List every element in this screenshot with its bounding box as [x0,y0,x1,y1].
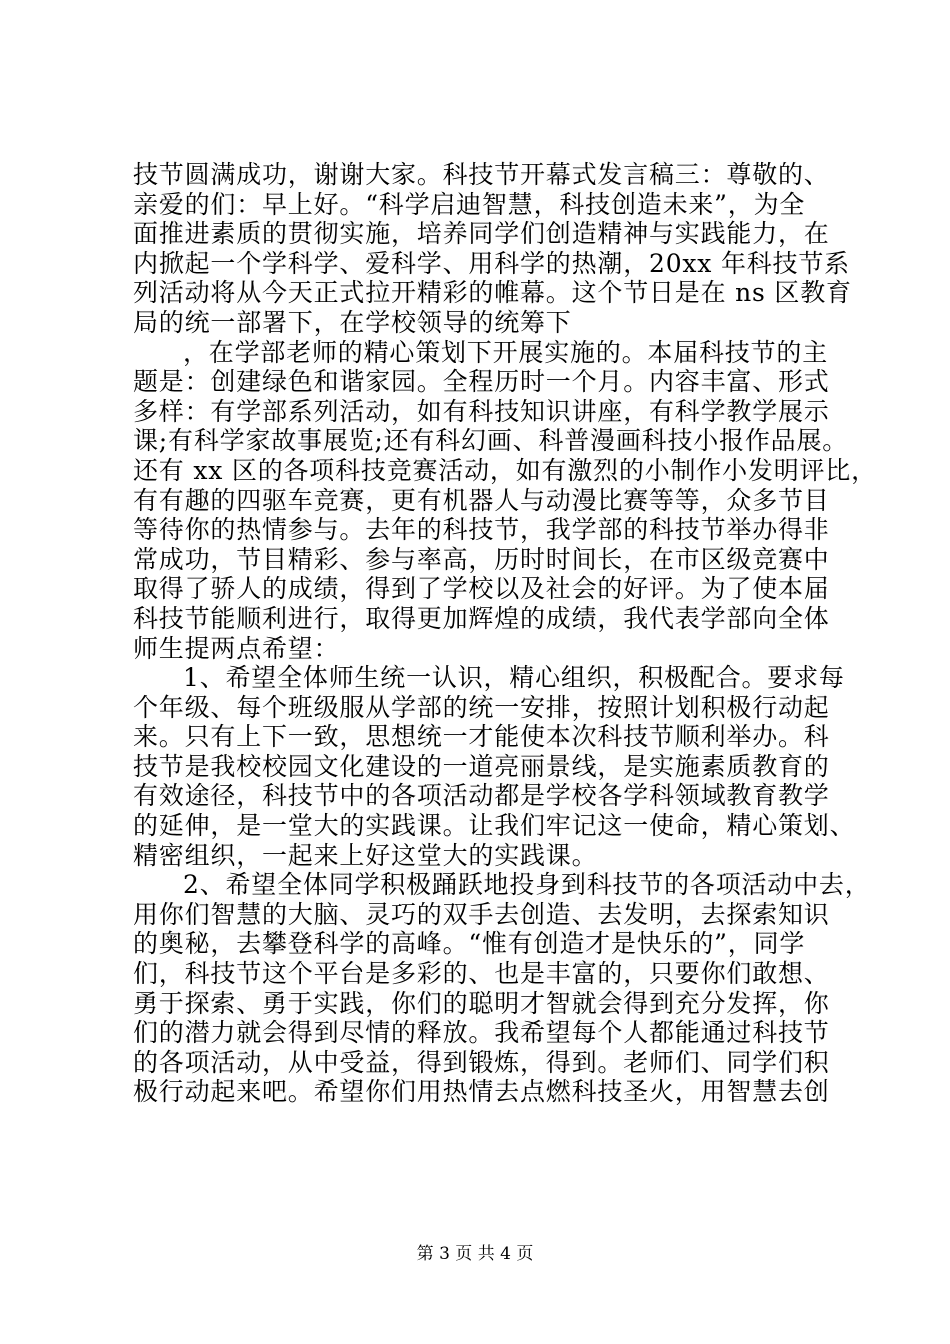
body-text [133,160,877,1107]
text-line: 1、希望全体师生统一认识，精心组织，积极配合。要求每 [183,663,845,693]
text-line: 课;有科学家故事展览;还有科幻画、科普漫画科技小报作品展。 [133,426,849,456]
text-line: 用你们智慧的大脑、灵巧的双手去创造、去发明，去探索知识 [133,899,830,929]
text-line: 技节是我校校园文化建设的一道亮丽景线，是实施素质教育的 [133,751,830,781]
text-line: 科技节能顺利进行，取得更加辉煌的成绩，我代表学部向全体 [133,603,830,633]
text-line: 的各项活动，从中受益，得到锻炼，得到。老师们、同学们积 [133,1047,830,1077]
text-line: 有有趣的四驱车竞赛，更有机器人与动漫比赛等等，众多节目 [133,485,830,515]
text-line: 内掀起一个学科学、爱科学、用科学的热潮，20xx 年科技节系 [133,248,850,278]
text-line: 面推进素质的贯彻实施，培养同学们创造精神与实践能力，在 [133,219,830,249]
text-line: 题是：创建绿色和谐家园。全程历时一个月。内容丰富、形式 [133,367,830,397]
text-line: 精密组织，一起来上好这堂大的实践课。 [133,840,598,870]
text-line: 取得了骄人的成绩，得到了学校以及社会的好评。为了使本届 [133,574,830,604]
text-line: 们的潜力就会得到尽情的释放。我希望每个人都能通过科技节 [133,1018,830,1048]
text-line: 师生提两点希望： [133,633,340,663]
text-line: 们，科技节这个平台是多彩的、也是丰富的，只要你们敢想、 [133,959,830,989]
text-line: 勇于探索、勇于实践，你们的聪明才智就会得到充分发挥，你 [133,988,830,1018]
text-line: 有效途径，科技节中的各项活动都是学校各学科领域教育教学 [133,781,830,811]
text-line: ，在学部老师的精心策划下开展实施的。本届科技节的主 [183,337,829,367]
text-line: 列活动将从今天正式拉开精彩的帷幕。这个节日是在 ns 区教育 [133,278,852,308]
page-number: 第 3 页 共 4 页 [416,1244,534,1264]
text-line: 2、希望全体同学积极踊跃地投身到科技节的各项活动中去， [183,870,871,900]
text-line: 的奥秘，去攀登科学的高峰。“惟有创造才是快乐的”，同学 [133,929,806,959]
text-line: 技节圆满成功，谢谢大家。科技节开幕式发言稿三：尊敬的、 [133,160,830,189]
text-line: 亲爱的们：早上好。“科学启迪智慧，科技创造未来”，为全 [133,189,806,219]
text-line: 等待你的热情参与。去年的科技节，我学部的科技节举办得非 [133,515,830,545]
text-line: 来。只有上下一致，思想统一才能使本次科技节顺利举办。科 [133,722,830,752]
text-line: 极行动起来吧。希望你们用热情去点燃科技圣火，用智慧去创 [133,1077,830,1107]
text-line: 个年级、每个班级服从学部的统一安排，按照计划积极行动起 [133,692,830,722]
text-line: 局的统一部署下，在学校领导的统筹下 [133,307,572,337]
text-line: 的延伸，是一堂大的实践课。让我们牢记这一使命，精心策划、 [133,811,856,841]
text-line: 多样：有学部系列活动，如有科技知识讲座，有科学教学展示 [133,396,830,426]
text-line: 常成功，节目精彩、参与率高，历时时间长，在市区级竞赛中 [133,544,830,574]
text-line: 还有 xx 区的各项科技竞赛活动，如有激烈的小制作小发明评比， [133,455,877,485]
